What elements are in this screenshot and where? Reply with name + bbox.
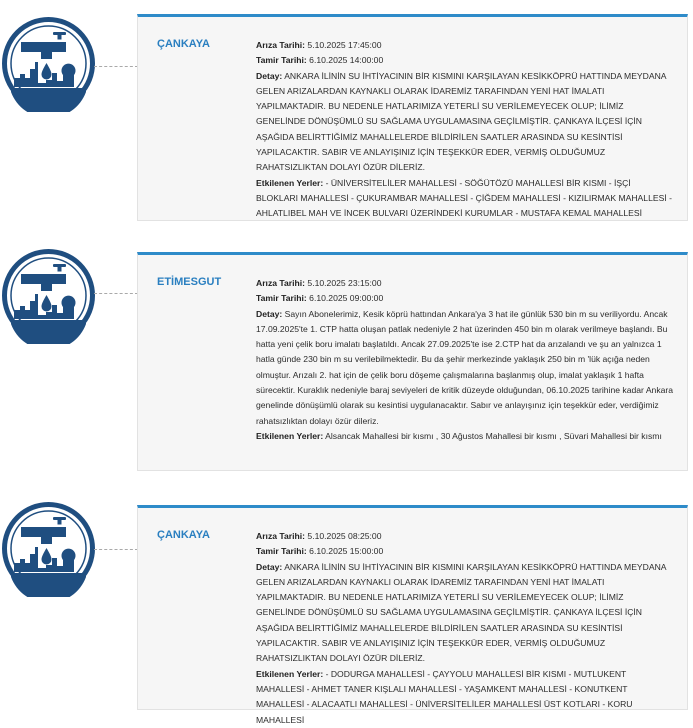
detail-text: ANKARA İLİNİN SU İHTİYACININ BİR KISMINI KARŞILAYAN KESİKKÖPRÜ HATTINDA MEYDANA GELEN ARIZALARDAN KAYNAKLI OLARAK İDAREMİZ TARAFINDAN YENİ HAT İMALATI YAPILMAKTADIR. BU NEDENLE HATLARIMIZA YETERLİ SU VERİLEMEYECEK OLUP; İLİMİZ GENELİNDE DÖNÜŞÜMLÜ SU SAĞLAMA UYGULAMASINA GEÇİLMİŞTİR. ÇANKAYA İLÇESİ İÇİN AŞAĞIDA BELİRTTİĞİMİZ MAHALLELERDE BİLDİRİLEN SAATLER ARASINDA SU KESİNTİSİ YAPILACAKTIR. SABIR VE ANLAYIŞINIZ İÇİN TEŞEKKÜR EDER, VERMİŞ OLDUĞUMUZ RAHATSIZLIKTAN DOLAYI ÖZÜR DİLERİZ.	[256, 561, 667, 664]
outage-date-label: Arıza Tarihi:	[256, 40, 306, 50]
repair-date-label: Tamir Tarihi:	[256, 55, 307, 66]
detail-text: Sayın Abonelerimiz, Kesik köprü hattından Ankara'ya 3 hat ile günlük 530 bin m su veriliyordu. Ancak 17.09.2025'te 1. CTP hatta oluşan patlak nedeniyle 2 hat üzerinden 450 bin m olarak verilmeye başlandı. Bu hatta yeni çelik boru imalatı başlatıldı. Ancak 27.09.2025'te ise 2.CTP hat da arızalandı ve şu an yalnızca 1 hatla günde 230 bin m su verilebilmektedir. Bu da şehir merkezinde yaklaşık 250 bin m 'lük açığa neden olmuştur. Arızalı 2. hat için de çelik boru döşeme çalışmalarına başlanmış olup, imalat yaklaşık 1 hafta sürecektir. Kuraklık nedeniyle baraj seviyeleri de kritik düzeyde olduğundan, 06.10.2025 tarihine kadar Ankara genelinde dönüşümlü olarak su kesintisi uygulanacaktır. Sabır ve anlayışınız için teşekkür eder, verdiğimiz rahatsızlıktan dolayı özür dileriz.	[256, 308, 674, 426]
district-name: ETİMESGUT	[157, 276, 222, 288]
water-tap-city-icon	[0, 500, 97, 597]
detail-label: Detay:	[256, 561, 283, 572]
repair-date-value: 6.10.2025 15:00:00	[309, 546, 384, 557]
repair-date-value: 6.10.2025 14:00:00	[309, 55, 384, 66]
affected-row	[256, 667, 674, 728]
repair-date-row	[256, 291, 674, 306]
repair-date-row	[256, 544, 674, 559]
repair-date-value: 6.10.2025 09:00:00	[309, 293, 384, 304]
affected-text: Alsancak Mahallesi bir kısmı , 30 Ağustos Mahallesi bir kısmı , Süvari Mahallesi bir kısmı	[325, 430, 662, 441]
detail-row	[256, 69, 674, 176]
outage-date-label: Arıza Tarihi:	[256, 278, 306, 288]
outage-date-row	[256, 276, 674, 291]
water-tap-city-icon	[0, 247, 97, 344]
connector-line	[94, 66, 138, 67]
affected-label: Etkilenen Yerler:	[256, 668, 324, 679]
outage-date-label: Arıza Tarihi:	[256, 531, 306, 541]
affected-label: Etkilenen Yerler:	[256, 430, 324, 441]
water-tap-city-icon	[0, 15, 97, 112]
connector-line	[94, 549, 138, 550]
outage-date-row	[256, 38, 674, 53]
affected-text: - ÜNİVERSİTELİLER MAHALLESİ - SÖĞÜTÖZÜ MAHALLESİ BİR KISMI - İŞÇİ BLOKLARI MAHALLESİ - ÇUKURAMBAR MAHALLESİ - ÇİĞDEM MAHALLESİ - KIZILIRMAK MAHALLESİ - AHLATLIBEL MAH VE İNCEK BULVARI ÜZERİNDEKİ KURUMLAR - MUSTAFA KEMAL MAHALLESİ	[256, 177, 672, 219]
outage-card	[137, 14, 688, 221]
connector-line	[94, 293, 138, 294]
outage-date-row	[256, 529, 674, 544]
repair-date-label: Tamir Tarihi:	[256, 546, 307, 557]
repair-date-row	[256, 53, 674, 68]
outage-details	[256, 38, 674, 222]
detail-text: ANKARA İLİNİN SU İHTİYACININ BİR KISMINI KARŞILAYAN KESİKKÖPRÜ HATTINDA MEYDANA GELEN ARIZALARDAN KAYNAKLI OLARAK İDAREMİZ TARAFINDAN YENİ HAT İMALATI YAPILMAKTADIR. BU NEDENLE HATLARIMIZA YETERLİ SU VERİLEMEYECEK OLUP; İLİMİZ GENELİNDE DÖNÜŞÜMLÜ SU SAĞLAMA UYGULAMASINA GEÇİLMİŞTİR. ÇANKAYA İLÇESİ İÇİN AŞAĞIDA BELİRTTİĞİMİZ MAHALLELERDE BİLDİRİLEN SAATLER ARASINDA SU KESİNTİSİ YAPILACAKTIR. SABIR VE ANLAYIŞINIZ İÇİN TEŞEKKÜR EDER, VERMİŞ OLDUĞUMUZ RAHATSIZLIKTAN DOLAYI ÖZÜR DİLERİZ.	[256, 70, 667, 173]
affected-row	[256, 176, 674, 222]
detail-row	[256, 560, 674, 667]
outage-date-value: 5.10.2025 08:25:00	[307, 531, 382, 541]
detail-label: Detay:	[256, 308, 283, 319]
affected-text: - DODURGA MAHALLESİ - ÇAYYOLU MAHALLESİ BİR KISMI - MUTLUKENT MAHALLESİ - AHMET TANER KIŞLALI MAHALLESİ - YAŞAMKENT MAHALLESİ - KONUTKENT MAHALLESİ - ALACAATLI MAHALLESİ - ÜNİVERSİTELİLER MAHALLESİ ÜST KOTLARI - KORU MAHALLESİ	[256, 668, 633, 725]
detail-label: Detay:	[256, 70, 283, 81]
outage-card	[137, 505, 688, 725]
affected-row	[256, 429, 674, 444]
outage-date-value: 5.10.2025 17:45:00	[307, 40, 382, 50]
district-name: ÇANKAYA	[157, 529, 210, 541]
outage-details	[256, 529, 674, 728]
outage-card	[137, 252, 688, 471]
district-name: ÇANKAYA	[157, 38, 210, 50]
affected-label: Etkilenen Yerler:	[256, 177, 324, 188]
detail-row	[256, 307, 674, 429]
repair-date-label: Tamir Tarihi:	[256, 293, 307, 304]
outage-date-value: 5.10.2025 23:15:00	[307, 278, 382, 288]
outage-details	[256, 276, 674, 444]
